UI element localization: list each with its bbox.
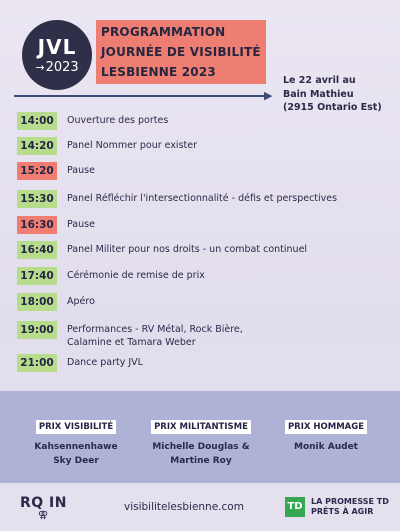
prize-name: Martine Roy [170,456,232,466]
title-line: PROGRAMMATION [101,25,226,39]
schedule-item [17,241,387,261]
divider-line [14,95,270,97]
event-line: Calamine et Tamara Weber [67,337,196,348]
event-line: Panel Militer pour nos droits - un combat continuel [67,244,308,255]
venus-icon: ⚢ [38,510,49,521]
schedule-item [17,112,387,132]
prize-name: Sky Deer [53,456,99,466]
title-line: JOURNÉE DE VISIBILITÉ [101,45,261,59]
sponsor-line: PRÊTS À AGIR [311,507,374,516]
rq-logo [20,495,67,521]
event-label [67,164,387,177]
time-badge: 17:40 [17,267,57,285]
schedule-item [17,321,387,353]
schedule-item [17,162,387,182]
logo-year: 2023 [45,59,79,75]
logo-year-row [35,60,78,75]
event-line: Ouverture des portes [67,115,169,126]
sponsor-label [311,497,389,517]
page-title [101,22,261,82]
schedule-item [17,293,387,313]
arrow-right-icon: → [35,60,45,74]
arrow-head-icon: ▶ [264,89,273,102]
prize-visibilite [24,414,128,468]
prize-names [24,440,128,468]
event-label [67,323,387,349]
time-badge: 21:00 [17,354,57,372]
event-label [67,192,387,205]
event-line: Apéro [67,296,95,307]
event-label [67,269,387,282]
event-label [67,139,387,152]
venue-line: Bain Mathieu [283,88,354,100]
td-logo-icon: TD [285,497,305,517]
prize-name: Michelle Douglas & [152,442,250,452]
venue-info [283,74,382,115]
schedule-item [17,190,387,210]
time-badge: 14:00 [17,112,57,130]
title-line: LESBIENNE 2023 [101,65,216,79]
time-badge: 19:00 [17,321,57,339]
event-label [67,356,387,369]
prize-title: PRIX VISIBILITÉ [36,420,116,434]
schedule-item [17,354,387,374]
event-line: Pause [67,165,95,176]
prize-title: PRIX MILITANTISME [151,420,251,434]
schedule-item [17,267,387,287]
event-line: Dance party JVL [67,357,143,368]
prize-name: Kahsennenhawe [34,442,118,452]
prize-militantisme [136,414,266,468]
venue-line: (2915 Ontario Est) [283,102,382,113]
logo-title: JVL [37,34,77,59]
time-badge: 18:00 [17,293,57,311]
schedule-item [17,216,387,236]
event-label [67,243,387,256]
event-label [67,218,387,231]
website-link[interactable]: visibilitelesbienne.com [124,501,244,513]
event-line: Panel Réfléchir l'intersectionnalité - défis et perspectives [67,193,338,204]
event-line: Panel Nommer pour exister [67,140,197,151]
prize-hommage [272,414,380,454]
time-badge: 15:20 [17,162,57,180]
event-line: Pause [67,219,95,230]
event-label [67,295,387,308]
rq-logo-text: RQ IN [20,495,67,511]
schedule-item [17,137,387,157]
time-badge: 14:20 [17,137,57,155]
time-badge: 16:40 [17,241,57,259]
event-label [67,114,387,127]
prize-names [136,440,266,468]
jvl-logo [22,20,92,90]
time-badge: 16:30 [17,216,57,234]
prize-name: Monik Audet [294,442,358,452]
event-line: Performances - RV Métal, Rock Bière, [67,324,243,335]
prize-title: PRIX HOMMAGE [285,420,367,434]
venue-line: Le 22 avril au [283,75,356,86]
event-line: Cérémonie de remise de prix [67,270,205,281]
sponsor-line: LA PROMESSE TD [311,497,389,506]
time-badge: 15:30 [17,190,57,208]
prize-names [272,440,380,454]
